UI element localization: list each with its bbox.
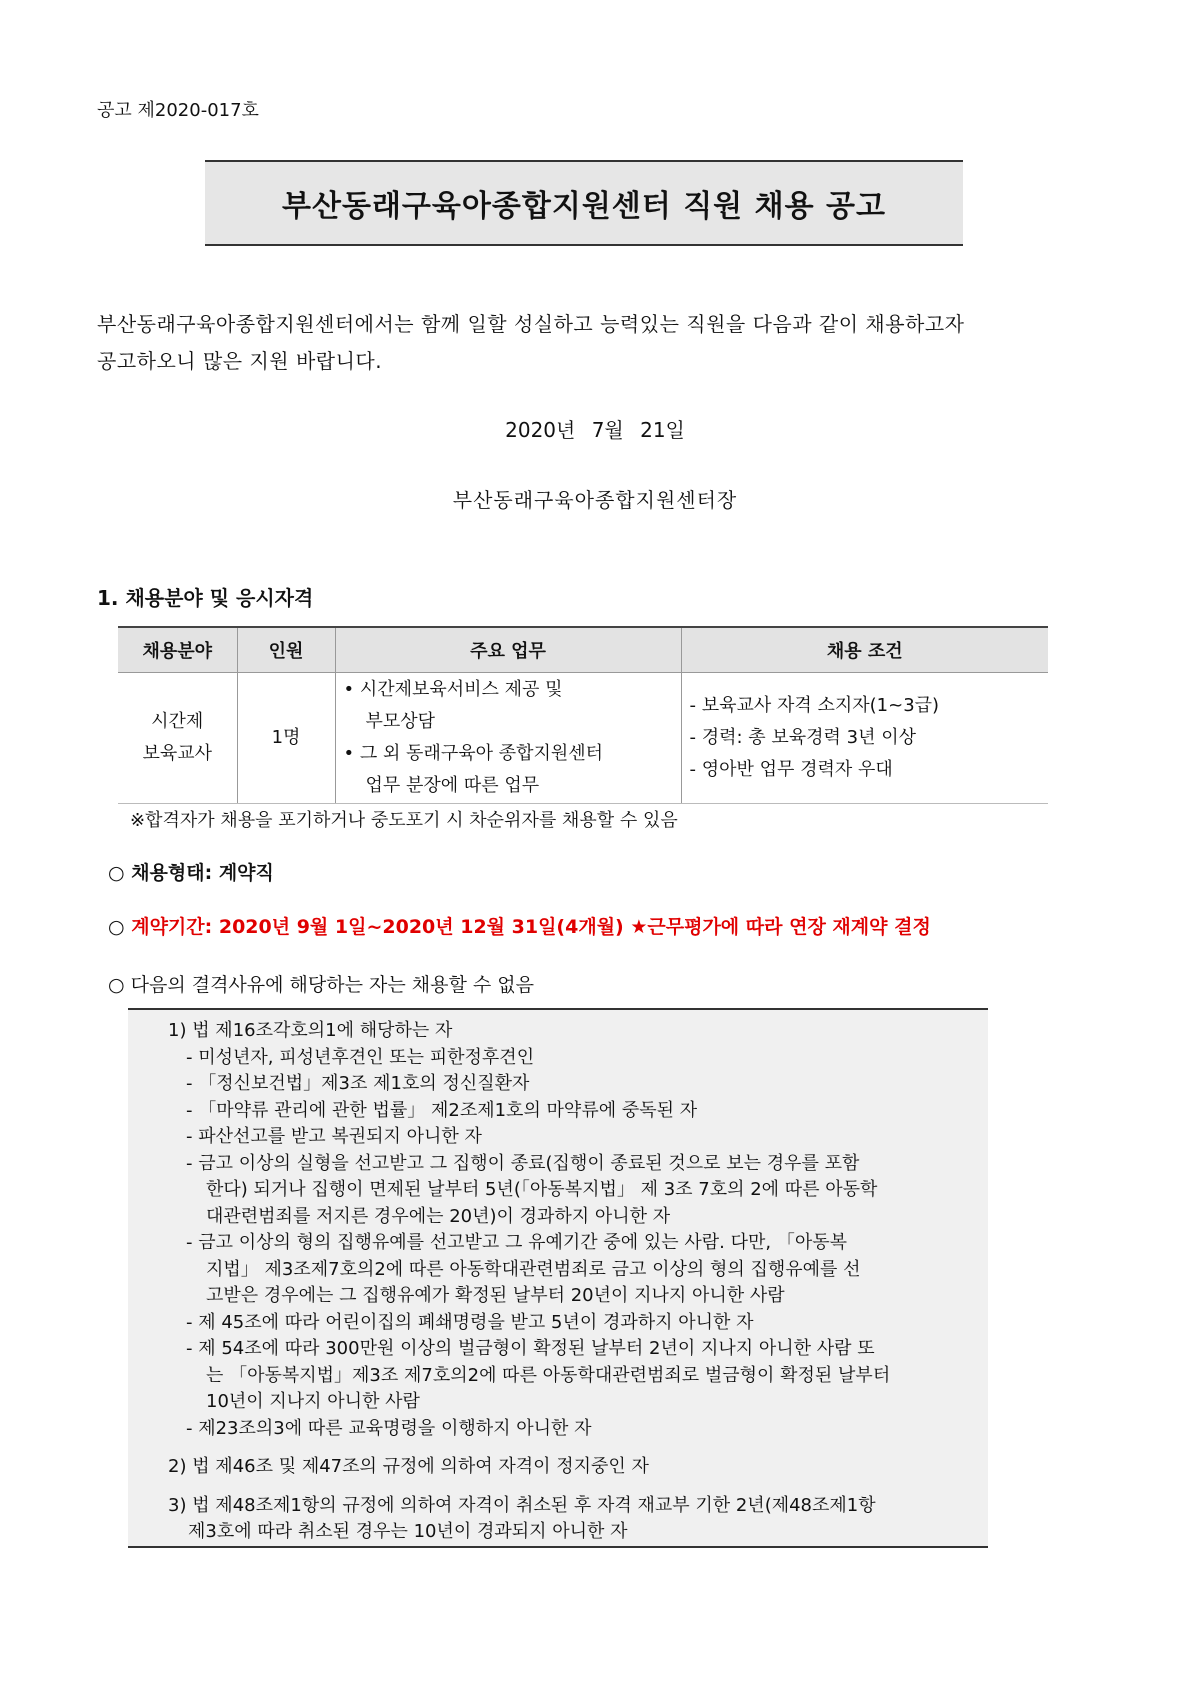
disqualification-line: 1) 법 제16조각호의1에 해당하는 자 <box>168 1020 453 1041</box>
duty-line: • 그 외 동래구육아 종합지원센터 <box>343 743 604 764</box>
condition-line: - 경력: 총 보육경력 3년 이상 <box>689 727 916 748</box>
disqualification-line: 제3호에 따라 취소된 경우는 10년이 경과되지 아니한 자 <box>188 1521 628 1542</box>
table-note: ※합격자가 채용을 포기하거나 중도포기 시 차순위자를 채용할 수 있음 <box>130 810 678 831</box>
contract-period <box>108 912 931 939</box>
field-line-1: 시간제 <box>151 711 204 732</box>
disqualification-line: 10년이 지나지 아니한 사람 <box>206 1391 420 1412</box>
section-1-heading: 1. 채용분야 및 응시자격 <box>97 586 314 610</box>
disqualification-line: - 제23조의3에 따른 교육명령을 이행하지 아니한 자 <box>186 1417 592 1439</box>
disqualification-line: - 파산선고를 받고 복권되지 아니한 자 <box>186 1126 482 1147</box>
field-line-2: 보육교사 <box>142 743 213 764</box>
document-number: 공고 제2020-017호 <box>97 100 259 121</box>
disqualification-line: - 금고 이상의 형의 집행유예를 선고받고 그 유예기간 중에 있는 사람. 다만, 「아동복 <box>186 1232 848 1253</box>
disqualification-line: 3) 법 제48조제1항의 규정에 의하여 자격이 취소된 후 자격 재교부 기한 2년(제48조제1항 <box>168 1494 876 1516</box>
recruitment-table <box>118 626 1048 804</box>
disqualification-box <box>128 1008 988 1548</box>
employment-type: ○ 채용형태: 계약직 <box>108 862 274 884</box>
header-duties: 주요 업무 <box>335 627 681 673</box>
disqualification-line: - 「정신보건법」제3조 제1호의 정신질환자 <box>186 1073 530 1094</box>
disqualification-line: 는 「아동복지법」제3조 제7호의2에 따른 아동학대관련범죄로 벌금형이 확정된 날부터 <box>206 1364 891 1386</box>
disqualification-line: - 제 45조에 따라 어린이집의 폐쇄명령을 받고 5년이 경과하지 아니한 자 <box>186 1311 754 1333</box>
disqualification-line: 대관련범죄를 저지른 경우에는 20년)이 경과하지 아니한 자 <box>206 1205 671 1227</box>
bullet-circle: ○ <box>108 916 125 938</box>
contract-period-text: 계약기간: 2020년 9월 1일~2020년 12월 31일(4개월) ★근무평가에 따라 연장 재계약 결정 <box>131 916 931 938</box>
disqualification-line: - 「마약류 관리에 관한 법률」 제2조제1호의 마약류에 중독된 자 <box>186 1099 698 1121</box>
disqualification-line: 고받은 경우에는 그 집행유예가 확정된 날부터 20년이 지나지 아니한 사람 <box>206 1285 785 1306</box>
cell-duties <box>335 673 681 804</box>
disqualification-line: 지법」 제3조제7호의2에 따른 아동학대관련범죄로 금고 이상의 형의 집행유예를 선 <box>206 1258 861 1280</box>
disqualification-intro: ○ 다음의 결격사유에 해당하는 자는 채용할 수 없음 <box>108 974 534 996</box>
disqualification-line: 한다) 되거나 집행이 면제된 날부터 5년(「아동복지법」 제 3조 7호의 2에 따른 아동학 <box>206 1179 878 1200</box>
intro-line-1: 부산동래구육아종합지원센터에서는 함께 일할 성실하고 능력있는 직원을 다음과 같이 채용하고자 <box>97 312 965 336</box>
page-title: 부산동래구육아종합지원센터 직원 채용 공고 <box>205 160 963 246</box>
issuer-name: 부산동래구육아종합지원센터장 <box>452 488 738 512</box>
condition-line: - 영아반 업무 경력자 우대 <box>689 759 893 780</box>
disqualification-line: 2) 법 제46조 및 제47조의 규정에 의하여 자격이 정지중인 자 <box>168 1456 649 1477</box>
duty-line: 업무 분장에 따른 업무 <box>365 775 540 796</box>
duty-line: 부모상담 <box>365 711 436 732</box>
duty-line: • 시간제보육서비스 제공 및 <box>343 679 563 700</box>
table-header-row <box>118 627 1048 673</box>
intro-paragraph <box>97 306 1097 380</box>
condition-line: - 보육교사 자격 소지자(1~3급) <box>689 695 940 716</box>
header-field: 채용분야 <box>118 627 237 673</box>
table-row <box>118 673 1048 804</box>
disqualification-line: - 금고 이상의 실형을 선고받고 그 집행이 종료(집행이 종료된 것으로 보는 경우를 포함 <box>186 1152 860 1174</box>
disqualification-line: - 미성년자, 피성년후견인 또는 피한정후견인 <box>186 1046 535 1068</box>
notice-date: 2020년 7월 21일 <box>505 418 685 442</box>
cell-conditions <box>681 673 1048 804</box>
header-conditions: 채용 조건 <box>681 627 1048 673</box>
cell-field <box>118 673 237 804</box>
header-count: 인원 <box>237 627 335 673</box>
cell-count: 1명 <box>237 673 335 804</box>
disqualification-line: - 제 54조에 따라 300만원 이상의 벌금형이 확정된 날부터 2년이 지나지 아니한 사람 또 <box>186 1338 875 1359</box>
intro-line-2: 공고하오니 많은 지원 바랍니다. <box>97 349 383 373</box>
